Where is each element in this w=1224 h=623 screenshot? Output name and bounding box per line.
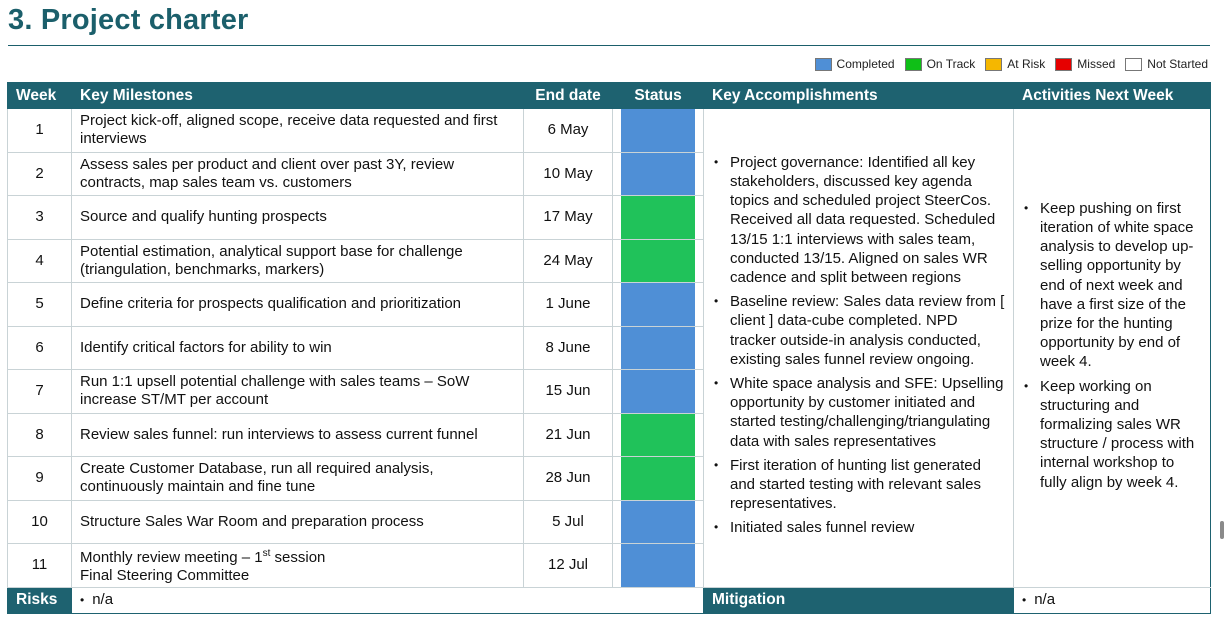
legend-label: Missed: [1077, 57, 1116, 71]
legend-label: On Track: [926, 57, 976, 71]
status-cell: [613, 152, 704, 196]
risks-value: [72, 587, 704, 613]
status-indicator: [621, 370, 695, 413]
status-cell: [613, 239, 704, 283]
week-cell: 6: [8, 326, 72, 370]
legend-item: [815, 57, 895, 71]
status-indicator: [621, 196, 695, 239]
legend-item: [905, 57, 976, 71]
bullet-icon: •: [1022, 593, 1027, 607]
status-indicator: [621, 283, 695, 326]
accomplishment-item: • Initiated sales funnel review: [730, 518, 1005, 537]
header-key-milestones: Key Milestones: [72, 83, 524, 109]
milestone-cell: Project kick-off, aligned scope, receive data requested and first interviews: [72, 109, 524, 153]
header-status: Status: [613, 83, 704, 109]
accomplishment-item: • First iteration of hunting list generated and started testing with relevant sales representatives.: [730, 456, 1005, 514]
end-date-cell: 21 Jun: [524, 413, 613, 457]
week-cell: 5: [8, 283, 72, 327]
legend-label: At Risk: [1007, 57, 1046, 71]
legend-swatch: [1055, 58, 1072, 71]
milestone-cell: Review sales funnel: run interviews to assess current funnel: [72, 413, 524, 457]
status-cell: [613, 109, 704, 153]
mitigation-value: [1014, 587, 1211, 613]
milestone-cell: Identify critical factors for ability to win: [72, 326, 524, 370]
milestone-cell: Structure Sales War Room and preparation process: [72, 500, 524, 544]
accomplishment-item: • Baseline review: Sales data review from [ client ] data-cube completed. NPD tracker outside-in analysis conducted, existing sales funnel review ongoing.: [730, 292, 1005, 369]
status-cell: [613, 544, 704, 588]
legend-label: Completed: [836, 57, 895, 71]
table-header-row: [8, 83, 1211, 109]
milestone-text: session: [270, 549, 326, 567]
status-indicator: [621, 153, 695, 196]
table-row: [8, 109, 1211, 153]
bullet-icon: •: [80, 593, 85, 607]
status-indicator: [621, 501, 695, 544]
status-indicator: [621, 109, 695, 152]
milestone-cell: Potential estimation, analytical support base for challenge (triangulation, benchmarks, markers): [72, 239, 524, 283]
legend-swatch: [985, 58, 1002, 71]
status-cell: [613, 283, 704, 327]
end-date-cell: 24 May: [524, 239, 613, 283]
week-cell: 9: [8, 457, 72, 501]
status-indicator: [621, 240, 695, 283]
milestone-text: Monthly review meeting – 1: [80, 549, 263, 567]
end-date-cell: 5 Jul: [524, 500, 613, 544]
footer-row: [8, 587, 1211, 613]
risks-text: n/a: [92, 591, 114, 608]
mitigation-label: Mitigation: [704, 587, 1014, 613]
milestone-cell: Define criteria for prospects qualification and prioritization: [72, 283, 524, 327]
week-cell: 1: [8, 109, 72, 153]
legend-item: [1125, 57, 1208, 71]
status-cell: [613, 413, 704, 457]
legend-swatch: [815, 58, 832, 71]
header-end-date: End date: [524, 83, 613, 109]
accomplishment-item: • White space analysis and SFE: Upselling opportunity by customer initiated and started testing/challenging/triangulating data with sales representatives: [730, 374, 1005, 451]
end-date-cell: 28 Jun: [524, 457, 613, 501]
legend-swatch: [905, 58, 922, 71]
key-accomplishments-cell: [704, 109, 1014, 588]
milestone-cell: Assess sales per product and client over past 3Y, review contracts, map sales team vs. customers: [72, 152, 524, 196]
scrollbar-handle[interactable]: [1220, 521, 1224, 539]
week-cell: 4: [8, 239, 72, 283]
status-indicator: [621, 544, 695, 587]
end-date-cell: 1 June: [524, 283, 613, 327]
week-cell: 7: [8, 370, 72, 414]
page-title: 3. Project charter: [8, 4, 249, 36]
week-cell: 11: [8, 544, 72, 588]
week-cell: 2: [8, 152, 72, 196]
status-indicator: [621, 327, 695, 370]
status-cell: [613, 500, 704, 544]
end-date-cell: 10 May: [524, 152, 613, 196]
end-date-cell: 15 Jun: [524, 370, 613, 414]
end-date-cell: 8 June: [524, 326, 613, 370]
legend-label: Not Started: [1147, 57, 1208, 71]
status-indicator: [621, 414, 695, 457]
project-charter-table: [7, 82, 1211, 614]
week-cell: 3: [8, 196, 72, 240]
status-indicator: [621, 457, 695, 500]
end-date-cell: 17 May: [524, 196, 613, 240]
accomplishment-item: • Project governance: Identified all key stakeholders, discussed key agenda topics and scheduled project SteerCos. Received all data requested. Scheduled 13/15 1:1 interviews with sales team, conducted 13/15. Aligned on sales WR cadence and split between regions: [730, 153, 1005, 287]
header-activities-next-week: Activities Next Week: [1014, 83, 1211, 109]
status-legend: [805, 57, 1208, 71]
next-week-item: • Keep working on structuring and formalizing sales WR structure / process with internal workshop to fully align by week 4.: [1040, 377, 1202, 492]
status-cell: [613, 326, 704, 370]
milestone-cell: Run 1:1 upsell potential challenge with sales teams – SoW increase ST/MT per account: [72, 370, 524, 414]
header-key-accomplishments: Key Accomplishments: [704, 83, 1014, 109]
activities-next-week-cell: [1014, 109, 1211, 588]
week-cell: 8: [8, 413, 72, 457]
milestone-cell: [72, 544, 524, 588]
risks-label: Risks: [8, 587, 72, 613]
next-week-item: • Keep pushing on first iteration of white space analysis to develop up-selling opportunity by end of next week and have a first size of the prize for the hunting opportunity by end of week 4.: [1040, 199, 1202, 372]
legend-item: [1055, 57, 1115, 71]
milestone-text: Final Steering Committee: [80, 567, 250, 585]
milestone-cell: Create Customer Database, run all required analysis, continuously maintain and fine tune: [72, 457, 524, 501]
legend-swatch: [1125, 58, 1142, 71]
week-cell: 10: [8, 500, 72, 544]
legend-item: [985, 57, 1045, 71]
end-date-cell: 6 May: [524, 109, 613, 153]
status-cell: [613, 457, 704, 501]
header-week: Week: [8, 83, 72, 109]
status-cell: [613, 370, 704, 414]
title-divider: [8, 45, 1210, 46]
end-date-cell: 12 Jul: [524, 544, 613, 588]
milestone-cell: Source and qualify hunting prospects: [72, 196, 524, 240]
status-cell: [613, 196, 704, 240]
mitigation-text: n/a: [1034, 591, 1056, 608]
milestone-superscript: st: [262, 548, 271, 560]
